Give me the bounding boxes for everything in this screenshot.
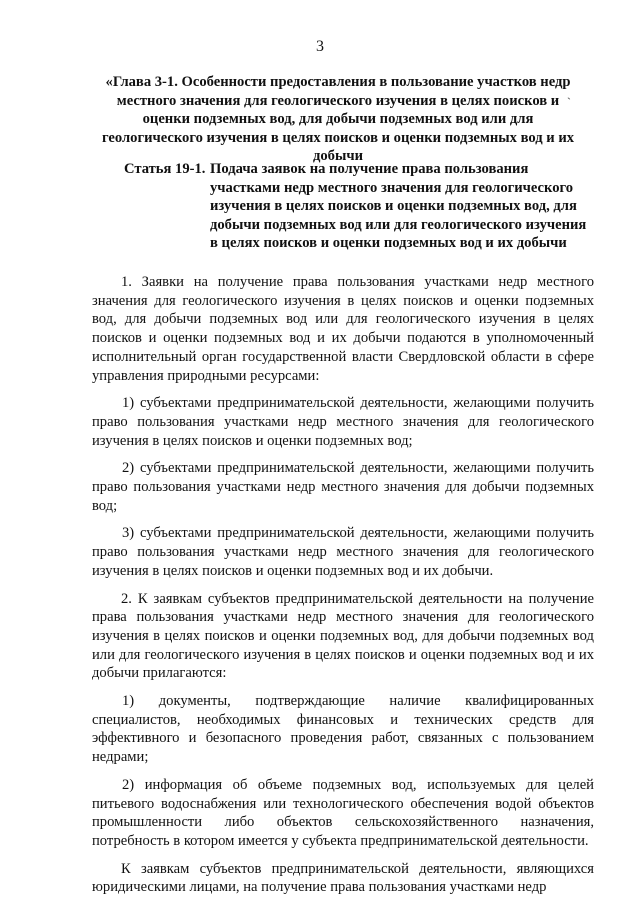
article-heading (124, 160, 594, 253)
list-item: 2) субъектами предпринимательской деятельности, желающими получить право пользования участками недр местного значения для добычи подземных вод; (92, 460, 594, 514)
list-item: 1) документы, подтверждающие наличие квалифицированных специалистов, необходимых финансовых и технических средств для эффективного и безопасного проведения работ, связанных с пользованием недрами; (92, 693, 594, 766)
article-title: Подача заявок на получение права пользования участками недр местного значения для геологического изучения в целях поисков и оценки подземных вод, для добычи подземных вод или для геологического изучения в целях поисков и оценки подземных вод и их добычи (210, 161, 587, 252)
page-number: 3 (316, 38, 324, 55)
article-number: Статья 19-1. (124, 161, 206, 177)
document-body (92, 273, 594, 906)
paragraph: 2. К заявкам субъектов предпринимательской деятельности на получение права пользования участками недр местного значения для геологического изучения в целях поисков и оценки подземных вод, для добычи подземных вод или для геологического изучения в целях поисков и оценки подземных вод и их добычи прилагаются: (92, 590, 594, 682)
chapter-title: «Глава 3-1. Особенности предоставления в пользование участков недр местного значения для геологического изучения в целях поисков и оценки подземных вод, для добычи подземных вод или для геологического изучения в целях поисков и оценки подземных вод и их добычи (101, 74, 575, 165)
paragraph: К заявкам субъектов предпринимательской деятельности, являющихся юридическими лицами, на получение права пользования участками недр (92, 860, 594, 896)
list-item: 1) субъектами предпринимательской деятельности, желающими получить право пользования участками недр местного значения для геологического изучения в целях поисков и оценки подземных вод; (92, 395, 594, 449)
paragraph: 1. Заявки на получение права пользования участками недр местного значения для геологического изучения в целях поисков и оценки подземных вод, для добычи подземных вод или для геологического изучения в целях поисков и оценки подземных вод и их добычи подаются в уполномоченный исполнительный орган государственной власти Свердловской области в сфере управления природными ресурсами: (92, 274, 594, 384)
margin-mark: ˏ (567, 86, 571, 100)
list-item: 2) информация об объеме подземных вод, используемых для целей питьевого водоснабжения или технологического обеспечения водой объектов промышленности либо объектов сельскохозяйственного назначения, потребность в котором имеется у субъекта предпринимательской деятельности. (92, 776, 594, 849)
list-item: 3) субъектами предпринимательской деятельности, желающими получить право пользования участками недр местного значения для геологического изучения в целях поисков и оценки подземных вод и их добычи. (92, 525, 594, 579)
